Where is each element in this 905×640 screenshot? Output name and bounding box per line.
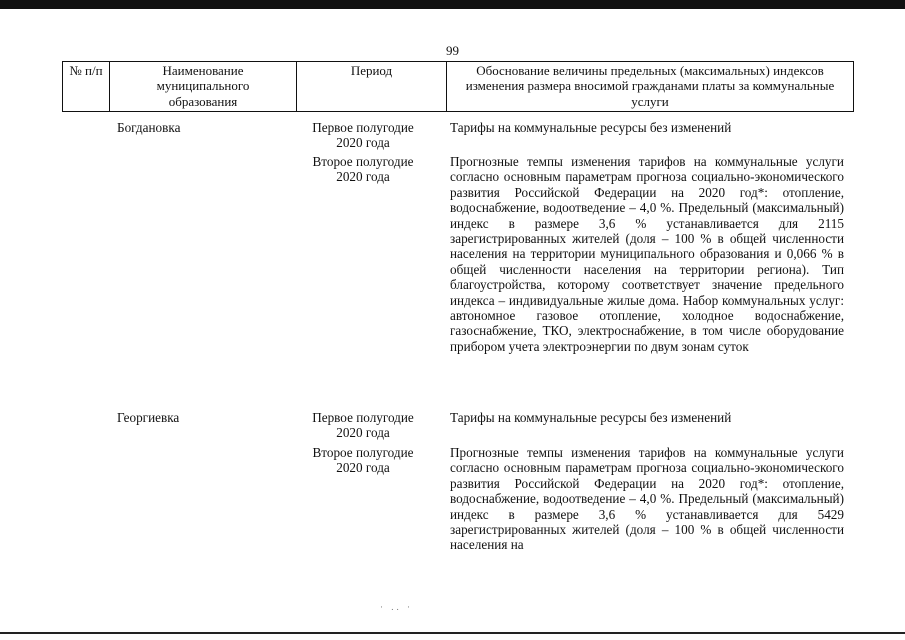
row-period: Первое полугодие 2020 года bbox=[312, 410, 414, 441]
page-number: 99 bbox=[446, 43, 459, 58]
table-header bbox=[62, 61, 854, 112]
row-justification: Прогнозные темпы изменения тарифов на коммунальные услуги согласно основным параметрам прогноза социально-экономического развития Российской Федерации на 2020 год*: отопление, водоснабжение, водоотведение – 4,0 %. Предельный (максимальный) индекс в размере 3,6 % устанавливается для 5429 зарегистрированных жителей (доля – 100 % в общей численности населения на bbox=[450, 445, 844, 553]
row-period: Первое полугодие 2020 года bbox=[312, 120, 414, 151]
row-period: Второе полугодие 2020 года bbox=[312, 154, 414, 185]
header-justification: Обоснование величины предельных (максимальных) индексов изменения размера вносимой гражданами платы за коммунальные услуги bbox=[447, 62, 854, 112]
row-name: Георгиевка bbox=[117, 410, 180, 425]
header-period: Период bbox=[297, 62, 447, 112]
row-period: Второе полугодие 2020 года bbox=[312, 445, 414, 476]
scan-speck: · .. · bbox=[380, 602, 413, 612]
header-name: Наименование муниципального образования bbox=[110, 62, 297, 112]
row-justification: Тарифы на коммунальные ресурсы без изменений bbox=[450, 410, 732, 425]
header-number: № п/п bbox=[63, 62, 110, 112]
row-name: Богдановка bbox=[117, 120, 181, 135]
row-justification: Прогнозные темпы изменения тарифов на коммунальные услуги согласно основным параметрам прогноза социально-экономического развития Российской Федерации на 2020 год*: отопление, водоснабжение, водоотведение – 4,0 %. Предельный (максимальный) индекс в размере 3,6 % устанавливается для 2115 зарегистрированных жителей (доля – 100 % в общей численности населения на территории муниципального образования и 0,066 % в общей численности населения на территории региона). Тип благоустройства, которому соответствует значение предельного индекса – индивидуальные жилые дома. Набор коммунальных услуг: автономное газовое отопление, холодное водоснабжение, газоснабжение, ТКО, электроснабжение, в том числе оборудование прибором учета электроэнергии по двум зонам суток bbox=[450, 154, 844, 354]
scan-top-border bbox=[0, 0, 905, 9]
scan-bottom-border bbox=[0, 632, 905, 634]
row-justification: Тарифы на коммунальные ресурсы без изменений bbox=[450, 120, 732, 135]
